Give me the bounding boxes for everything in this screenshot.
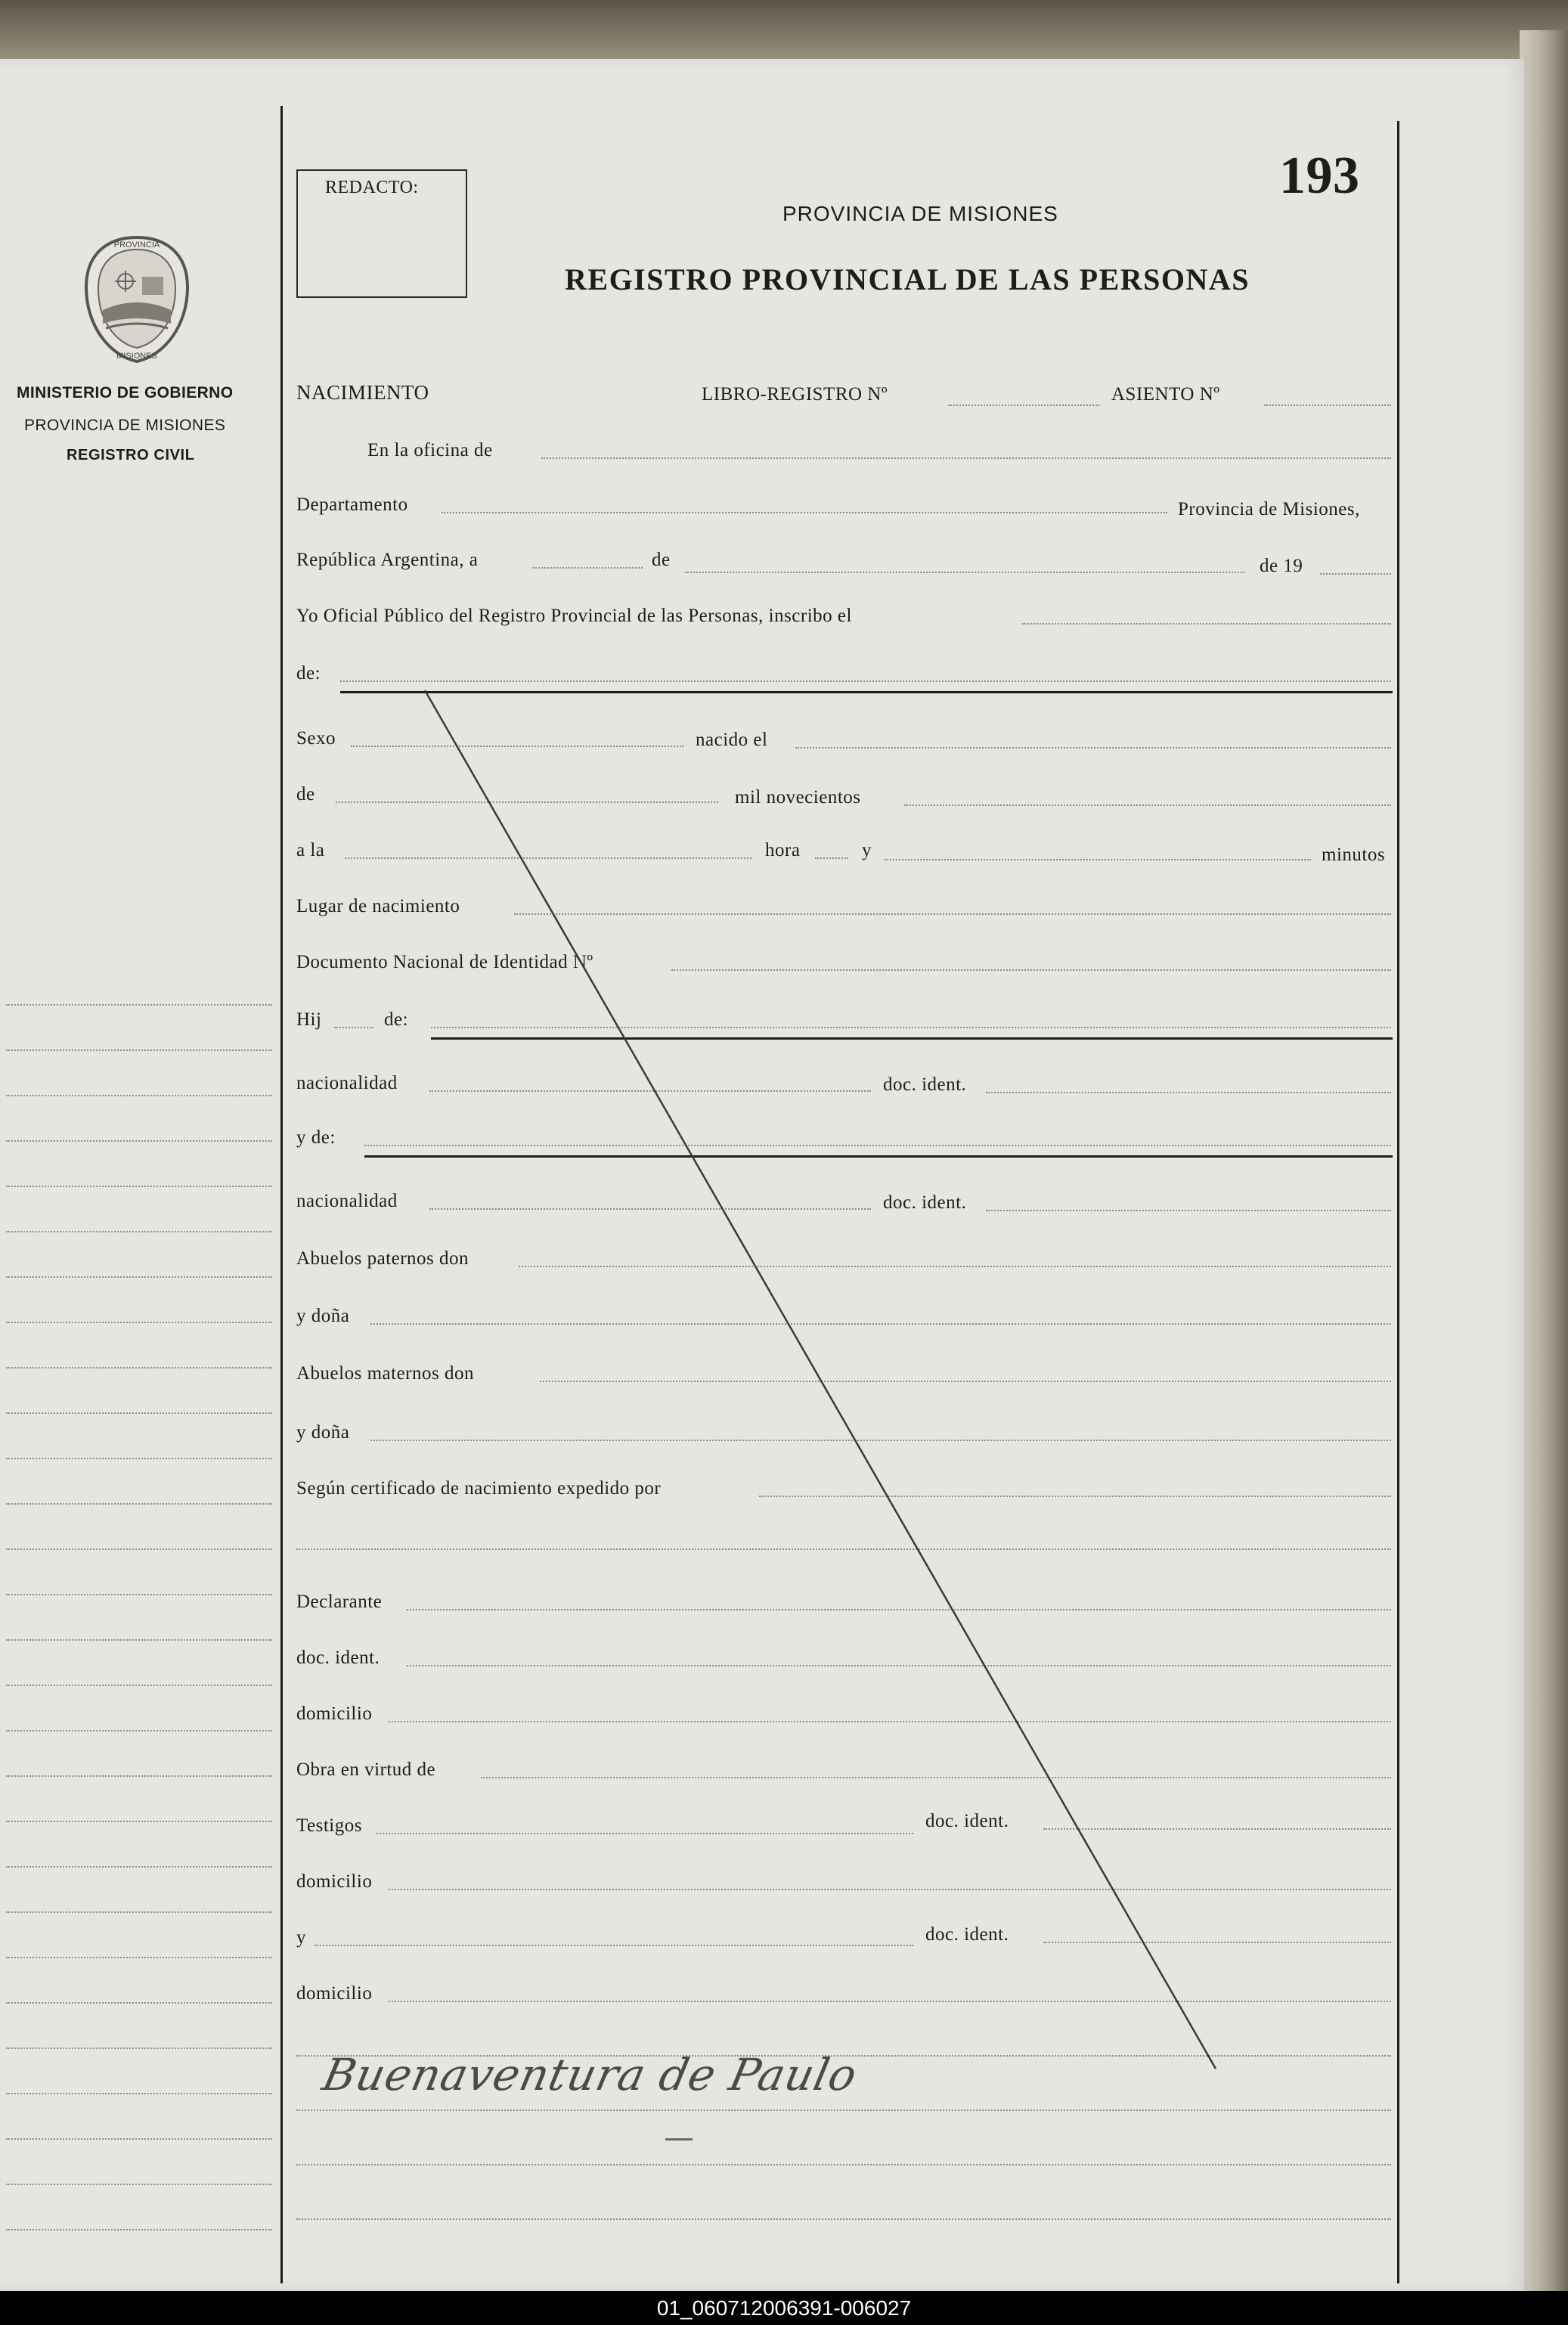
segun-certificado-label: Según certificado de nacimiento expedido por bbox=[296, 1478, 662, 1499]
declarante-label: Declarante bbox=[296, 1592, 383, 1612]
doc-ident-5-label: doc. ident. bbox=[925, 1924, 1009, 1945]
minutos-label: minutos bbox=[1322, 845, 1386, 865]
seal-bottom-text: MISIONES bbox=[116, 352, 157, 361]
de-19-label: de 19 bbox=[1260, 556, 1303, 576]
hij-de-label: de: bbox=[384, 1009, 409, 1030]
departamento-label: Departamento bbox=[296, 494, 408, 515]
signature-dash bbox=[665, 2138, 693, 2141]
register-page bbox=[0, 59, 1524, 2291]
obra-virtud-label: Obra en virtud de bbox=[296, 1759, 436, 1780]
nacimiento-label: NACIMIENTO bbox=[296, 381, 429, 404]
asiento-label: ASIENTO Nº bbox=[1111, 384, 1220, 405]
mil-novecientos-label: mil novecientos bbox=[735, 787, 861, 808]
testigos-label: Testigos bbox=[296, 1815, 362, 1836]
redacto-label: REDACTO: bbox=[325, 178, 419, 197]
handwritten-signature: Buenaventura de Paulo bbox=[318, 2049, 863, 2100]
hora-label: hora bbox=[765, 840, 801, 860]
ministry-label: MINISTERIO DE GOBIERNO bbox=[17, 384, 234, 401]
hij-label: Hij bbox=[296, 1009, 322, 1030]
libro-registro-label: LIBRO-REGISTRO Nº bbox=[702, 384, 888, 405]
y-dona-2-label: y doña bbox=[296, 1422, 350, 1443]
domicilio-1-label: domicilio bbox=[296, 1703, 373, 1724]
republica-label: República Argentina, a bbox=[296, 550, 479, 570]
doc-ident-4-label: doc. ident. bbox=[925, 1811, 1009, 1831]
a-la-label: a la bbox=[296, 840, 325, 860]
civil-registry-label: REGISTRO CIVIL bbox=[67, 447, 195, 463]
y-label: y bbox=[862, 840, 872, 860]
de-month-label: de bbox=[652, 550, 671, 570]
nacionalidad-2-label: nacionalidad bbox=[296, 1191, 398, 1211]
oficina-label: En la oficina de bbox=[367, 440, 493, 460]
footer-id: 01_060712006391-006027 bbox=[0, 2291, 1568, 2325]
book-top-edge bbox=[0, 0, 1568, 68]
y-de-label: y de: bbox=[296, 1127, 336, 1148]
y-testigo-label: y bbox=[296, 1927, 306, 1948]
lugar-nacimiento-label: Lugar de nacimiento bbox=[296, 896, 460, 916]
diagonal-cancel-stroke bbox=[0, 59, 1524, 2291]
doc-ident-3-label: doc. ident. bbox=[296, 1648, 380, 1668]
sexo-label: Sexo bbox=[296, 728, 336, 749]
nacionalidad-1-label: nacionalidad bbox=[296, 1073, 398, 1093]
de-label: de bbox=[296, 784, 315, 804]
abuelos-maternos-label: Abuelos maternos don bbox=[296, 1363, 474, 1384]
nacido-el-label: nacido el bbox=[696, 730, 768, 750]
documento-nacional-label: Documento Nacional de Identidad Nº bbox=[296, 952, 593, 972]
doc-ident-2-label: doc. ident. bbox=[883, 1192, 967, 1213]
doc-ident-1-label: doc. ident. bbox=[883, 1074, 967, 1095]
domicilio-2-label: domicilio bbox=[296, 1871, 373, 1892]
provincia-misiones-label: Provincia de Misiones, bbox=[1178, 499, 1360, 519]
registry-title: REGISTRO PROVINCIAL DE LAS PERSONAS bbox=[565, 262, 1250, 296]
page-number: 193 bbox=[1279, 147, 1360, 205]
abuelos-paternos-label: Abuelos paternos don bbox=[296, 1248, 469, 1269]
province-title: PROVINCIA DE MISIONES bbox=[782, 202, 1058, 225]
book-page-edges bbox=[1520, 30, 1568, 2291]
de-name-label: de: bbox=[296, 663, 321, 684]
domicilio-3-label: domicilio bbox=[296, 1983, 373, 2004]
yo-oficial-label: Yo Oficial Público del Registro Provincial de las Personas, inscribo el bbox=[296, 606, 852, 626]
province-sidebar-label: PROVINCIA DE MISIONES bbox=[24, 417, 226, 434]
y-dona-1-label: y doña bbox=[296, 1306, 350, 1326]
seal-top-text: PROVINCIA bbox=[113, 240, 160, 250]
